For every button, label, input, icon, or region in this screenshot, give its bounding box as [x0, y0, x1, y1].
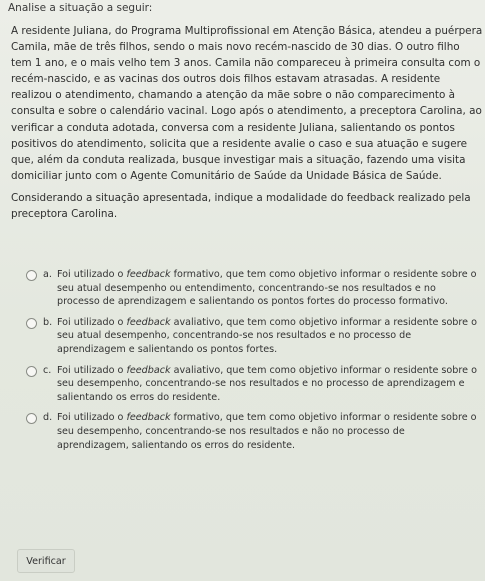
question-stem — [11, 23, 483, 222]
option-d[interactable] — [26, 411, 478, 452]
option-b-text: Foi utilizado o feedback avaliativo, que tem como objetivo informar a residente sobre o seu atual desempenho, concentrando-se nos resultados e no processo de aprendizagem e salientando os pontos fortes. — [57, 316, 477, 355]
option-a[interactable] — [26, 268, 478, 309]
question-text: Considerando a situação apresentada, indique a modalidade do feedback realizado pela preceptora Carolina. — [11, 191, 471, 221]
answer-options — [26, 268, 478, 459]
option-b-letter: b. — [43, 316, 53, 328]
option-c-text: Foi utilizado o feedback avaliativo, que tem como objetivo informar o residente sobre o seu desempenho, concentrando-se nos resultados e no processo de aprendizagem e salientando os erros do residente. — [57, 364, 477, 403]
option-a-letter: a. — [43, 269, 52, 280]
check-button[interactable]: Verificar — [17, 549, 75, 573]
case-paragraph: A residente Juliana, do Programa Multiprofissional em Atenção Básica, atendeu a puérpera Camila, mãe de três filhos, sendo o mais novo recém-nascido de 30 dias. O outro filho tem 1 ano, e o mais velho tem 3 anos. Camila não compareceu à primeira consulta com o recém-nascido, e as vacinas dos outros dois filhos estavam atrasadas. A residente realizou o atendimento, chamando a atenção da mãe sobre o não comparecimento à consulta e sobre o calendário vacinal. Logo após o atendimento, a preceptora Carolina, ao verificar a conduta adotada, conversa com a residente Juliana, salientando os pontos positivos do atendimento, solicita que a residente avalie o caso e sua atuação e sugere que, além da conduta realizada, busque investigar mais a situação, fazendo uma visita domiciliar junto com o Agente Comunitário de Saúde da Unidade Básica de Saúde. — [11, 25, 483, 182]
option-a-radio[interactable] — [26, 270, 37, 281]
instruction-text: Analise a situação a seguir: — [8, 2, 153, 14]
option-d-radio[interactable] — [26, 413, 37, 424]
option-d-letter: d. — [43, 412, 53, 424]
option-b[interactable] — [26, 316, 478, 357]
option-d-text: Foi utilizado o feedback formativo, que tem como objetivo informar o residente sobre o seu desempenho, concentrando-se nos resultados e não no processo de aprendizagem, salientando os erros do residente. — [57, 412, 477, 451]
option-a-text: Foi utilizado o feedback formativo, que tem como objetivo informar o residente sobre o seu atual desempenho ou entendimento, concentrando-se nos resultados e no processo de aprendizagem e salientando os pontos fortes do processo formativo. — [57, 269, 477, 308]
option-b-radio[interactable] — [26, 318, 37, 329]
option-c-radio[interactable] — [26, 366, 37, 377]
option-c[interactable] — [26, 364, 478, 405]
option-c-letter: c. — [43, 364, 52, 376]
